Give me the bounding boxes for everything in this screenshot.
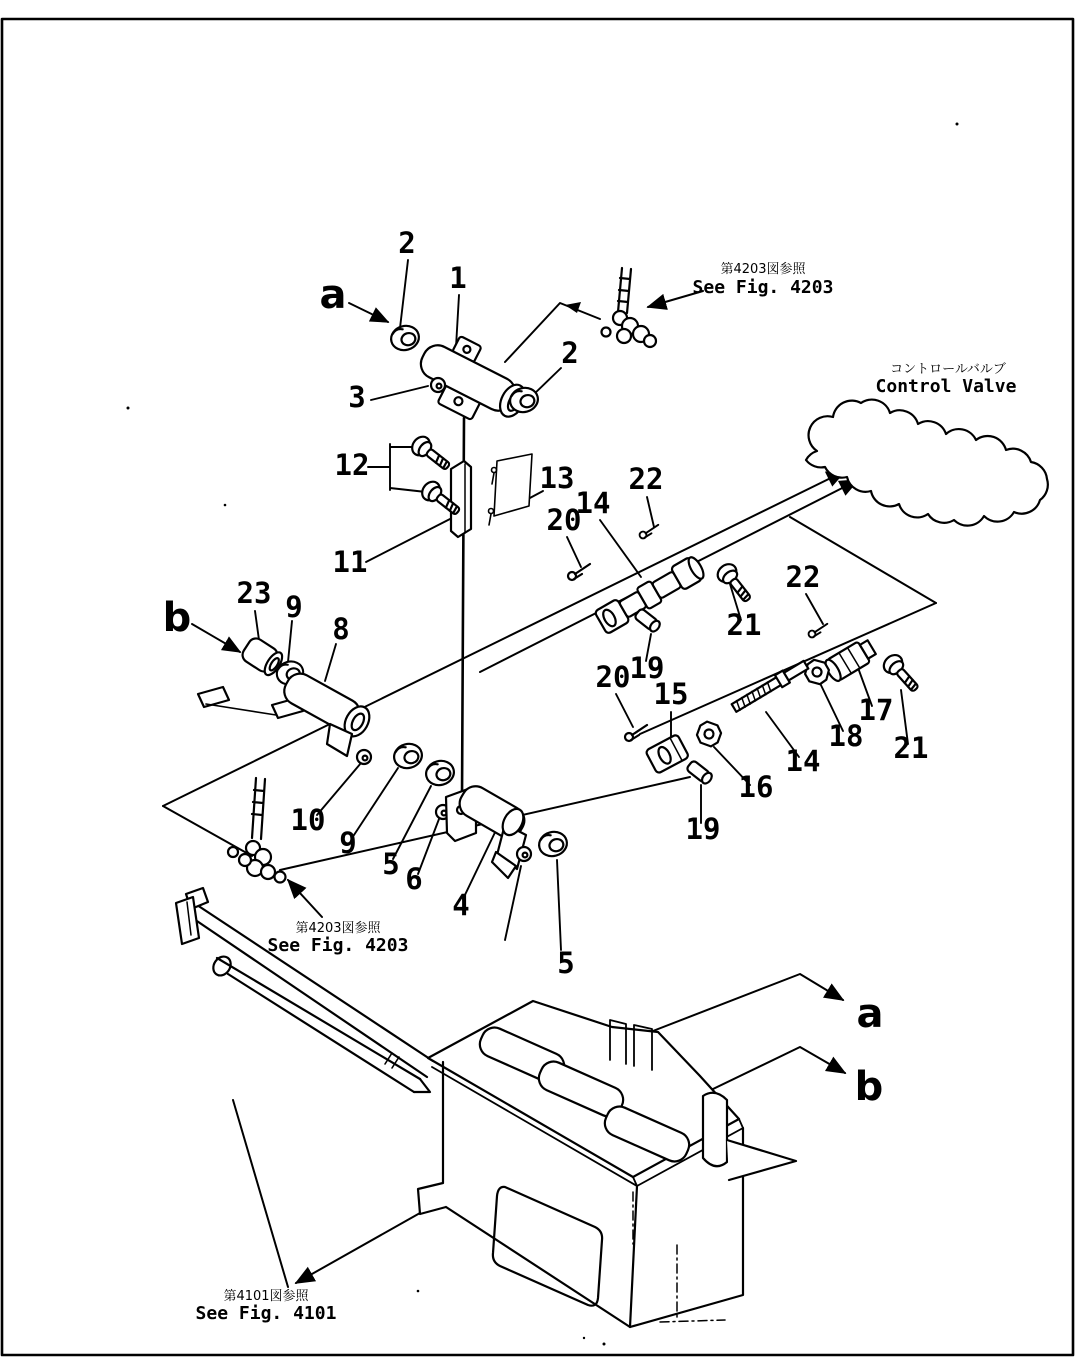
threaded-rod-14-lower <box>730 659 809 714</box>
view-marker-a-bottom: a <box>856 991 884 1037</box>
ref-line <box>505 303 600 362</box>
callout-4: 4 <box>452 888 470 922</box>
callout-9-lower: 9 <box>339 826 357 860</box>
leader-line <box>366 519 450 562</box>
view-marker-a-top: a <box>319 272 347 318</box>
callout-8: 8 <box>332 612 350 646</box>
note-fig4203-top-jp: 第4203図参照 <box>720 262 806 277</box>
note-fig4101-en: See Fig. 4101 <box>195 1303 337 1324</box>
bushing-9-lower <box>391 741 424 771</box>
washer-unlabeled <box>517 847 531 861</box>
callout-3: 3 <box>348 380 366 414</box>
ref-line <box>163 806 252 856</box>
plate-11 <box>451 461 471 537</box>
callout-10: 10 <box>290 803 326 837</box>
rail-channel <box>176 888 433 1077</box>
leader-line <box>806 594 823 624</box>
cotter-pin-20-upper <box>568 564 590 580</box>
leader-line <box>400 260 408 328</box>
lever-1 <box>407 325 538 438</box>
housing <box>418 1001 796 1327</box>
leader-line <box>647 497 654 527</box>
callout-2-lower: 2 <box>561 336 579 370</box>
callout-5-upper: 5 <box>382 847 400 881</box>
note-leader <box>288 880 322 917</box>
leader-line <box>349 303 388 322</box>
callout-20-upper: 20 <box>546 503 582 537</box>
callout-11: 11 <box>332 545 368 579</box>
callout-12: 12 <box>334 448 370 482</box>
leader-line <box>325 644 336 681</box>
callout-13: 13 <box>539 461 575 495</box>
cotter-pin-22-lower <box>809 624 828 638</box>
callout-22-lower: 22 <box>785 560 821 594</box>
washer-3 <box>431 378 445 392</box>
note-leader <box>233 1100 288 1287</box>
note-fig4203-bottom-jp: 第4203図参照 <box>295 921 381 936</box>
callout-18: 18 <box>828 719 864 753</box>
nut-16 <box>695 720 723 748</box>
callout-15: 15 <box>653 677 689 711</box>
bushing-2-upper <box>388 323 421 353</box>
callout-6: 6 <box>405 862 423 896</box>
callout-14-lower: 14 <box>785 744 821 778</box>
view-marker-b-left: b <box>162 595 192 641</box>
callout-23: 23 <box>236 576 272 610</box>
callout-2-upper: 2 <box>398 226 416 260</box>
pin-19-lower <box>686 760 714 785</box>
coupler-17 <box>823 637 878 683</box>
leader-line <box>371 386 428 400</box>
view-marker-b-bottom: b <box>854 1064 884 1110</box>
note-fig4203-bottom-en: See Fig. 4203 <box>267 935 409 956</box>
bolt-12-upper <box>409 433 454 475</box>
callout-5-lower: 5 <box>557 946 575 980</box>
note-leader <box>296 1213 420 1283</box>
callout-19-lower: 19 <box>685 812 721 846</box>
cotter-pin-22-upper <box>640 525 659 539</box>
leader-line <box>557 860 561 950</box>
bolt-21-lower <box>880 651 923 696</box>
callout-14-upper: 14 <box>575 486 611 520</box>
callout-21-upper: 21 <box>726 608 762 642</box>
leader-line <box>192 624 240 652</box>
bracket-13 <box>489 454 533 525</box>
control-rod <box>210 953 430 1092</box>
callout-19-upper: 19 <box>629 651 665 685</box>
leader-line <box>352 768 398 838</box>
bushing-5-upper <box>423 758 456 788</box>
leader-line <box>255 611 259 640</box>
pin-19-upper <box>634 608 662 633</box>
note-fig4203-top-en: See Fig. 4203 <box>692 277 834 298</box>
note-control-valve-en: Control Valve <box>875 376 1017 397</box>
control-valve <box>806 400 1048 526</box>
leader-line <box>567 537 581 567</box>
callout-16: 16 <box>738 770 774 804</box>
callout-9-upper: 9 <box>285 590 303 624</box>
clevis-15 <box>645 734 689 774</box>
leader-line <box>600 520 641 577</box>
leader-line <box>616 694 633 727</box>
valve-lever-lower <box>228 778 286 883</box>
view-a-pointer <box>640 974 843 1036</box>
note-fig4101-jp: 第4101図参照 <box>223 1289 309 1304</box>
callout-20-lower: 20 <box>595 660 631 694</box>
lever-4 <box>446 781 529 878</box>
callout-22-upper: 22 <box>628 462 664 496</box>
leader-line <box>288 621 292 662</box>
callout-17: 17 <box>858 693 894 727</box>
bushing-5-lower <box>536 829 569 859</box>
callout-1: 1 <box>449 261 467 295</box>
washer-10 <box>357 750 371 764</box>
note-control-valve-jp: コントロールバルブ <box>890 362 1006 377</box>
callout-21-lower: 21 <box>893 731 929 765</box>
